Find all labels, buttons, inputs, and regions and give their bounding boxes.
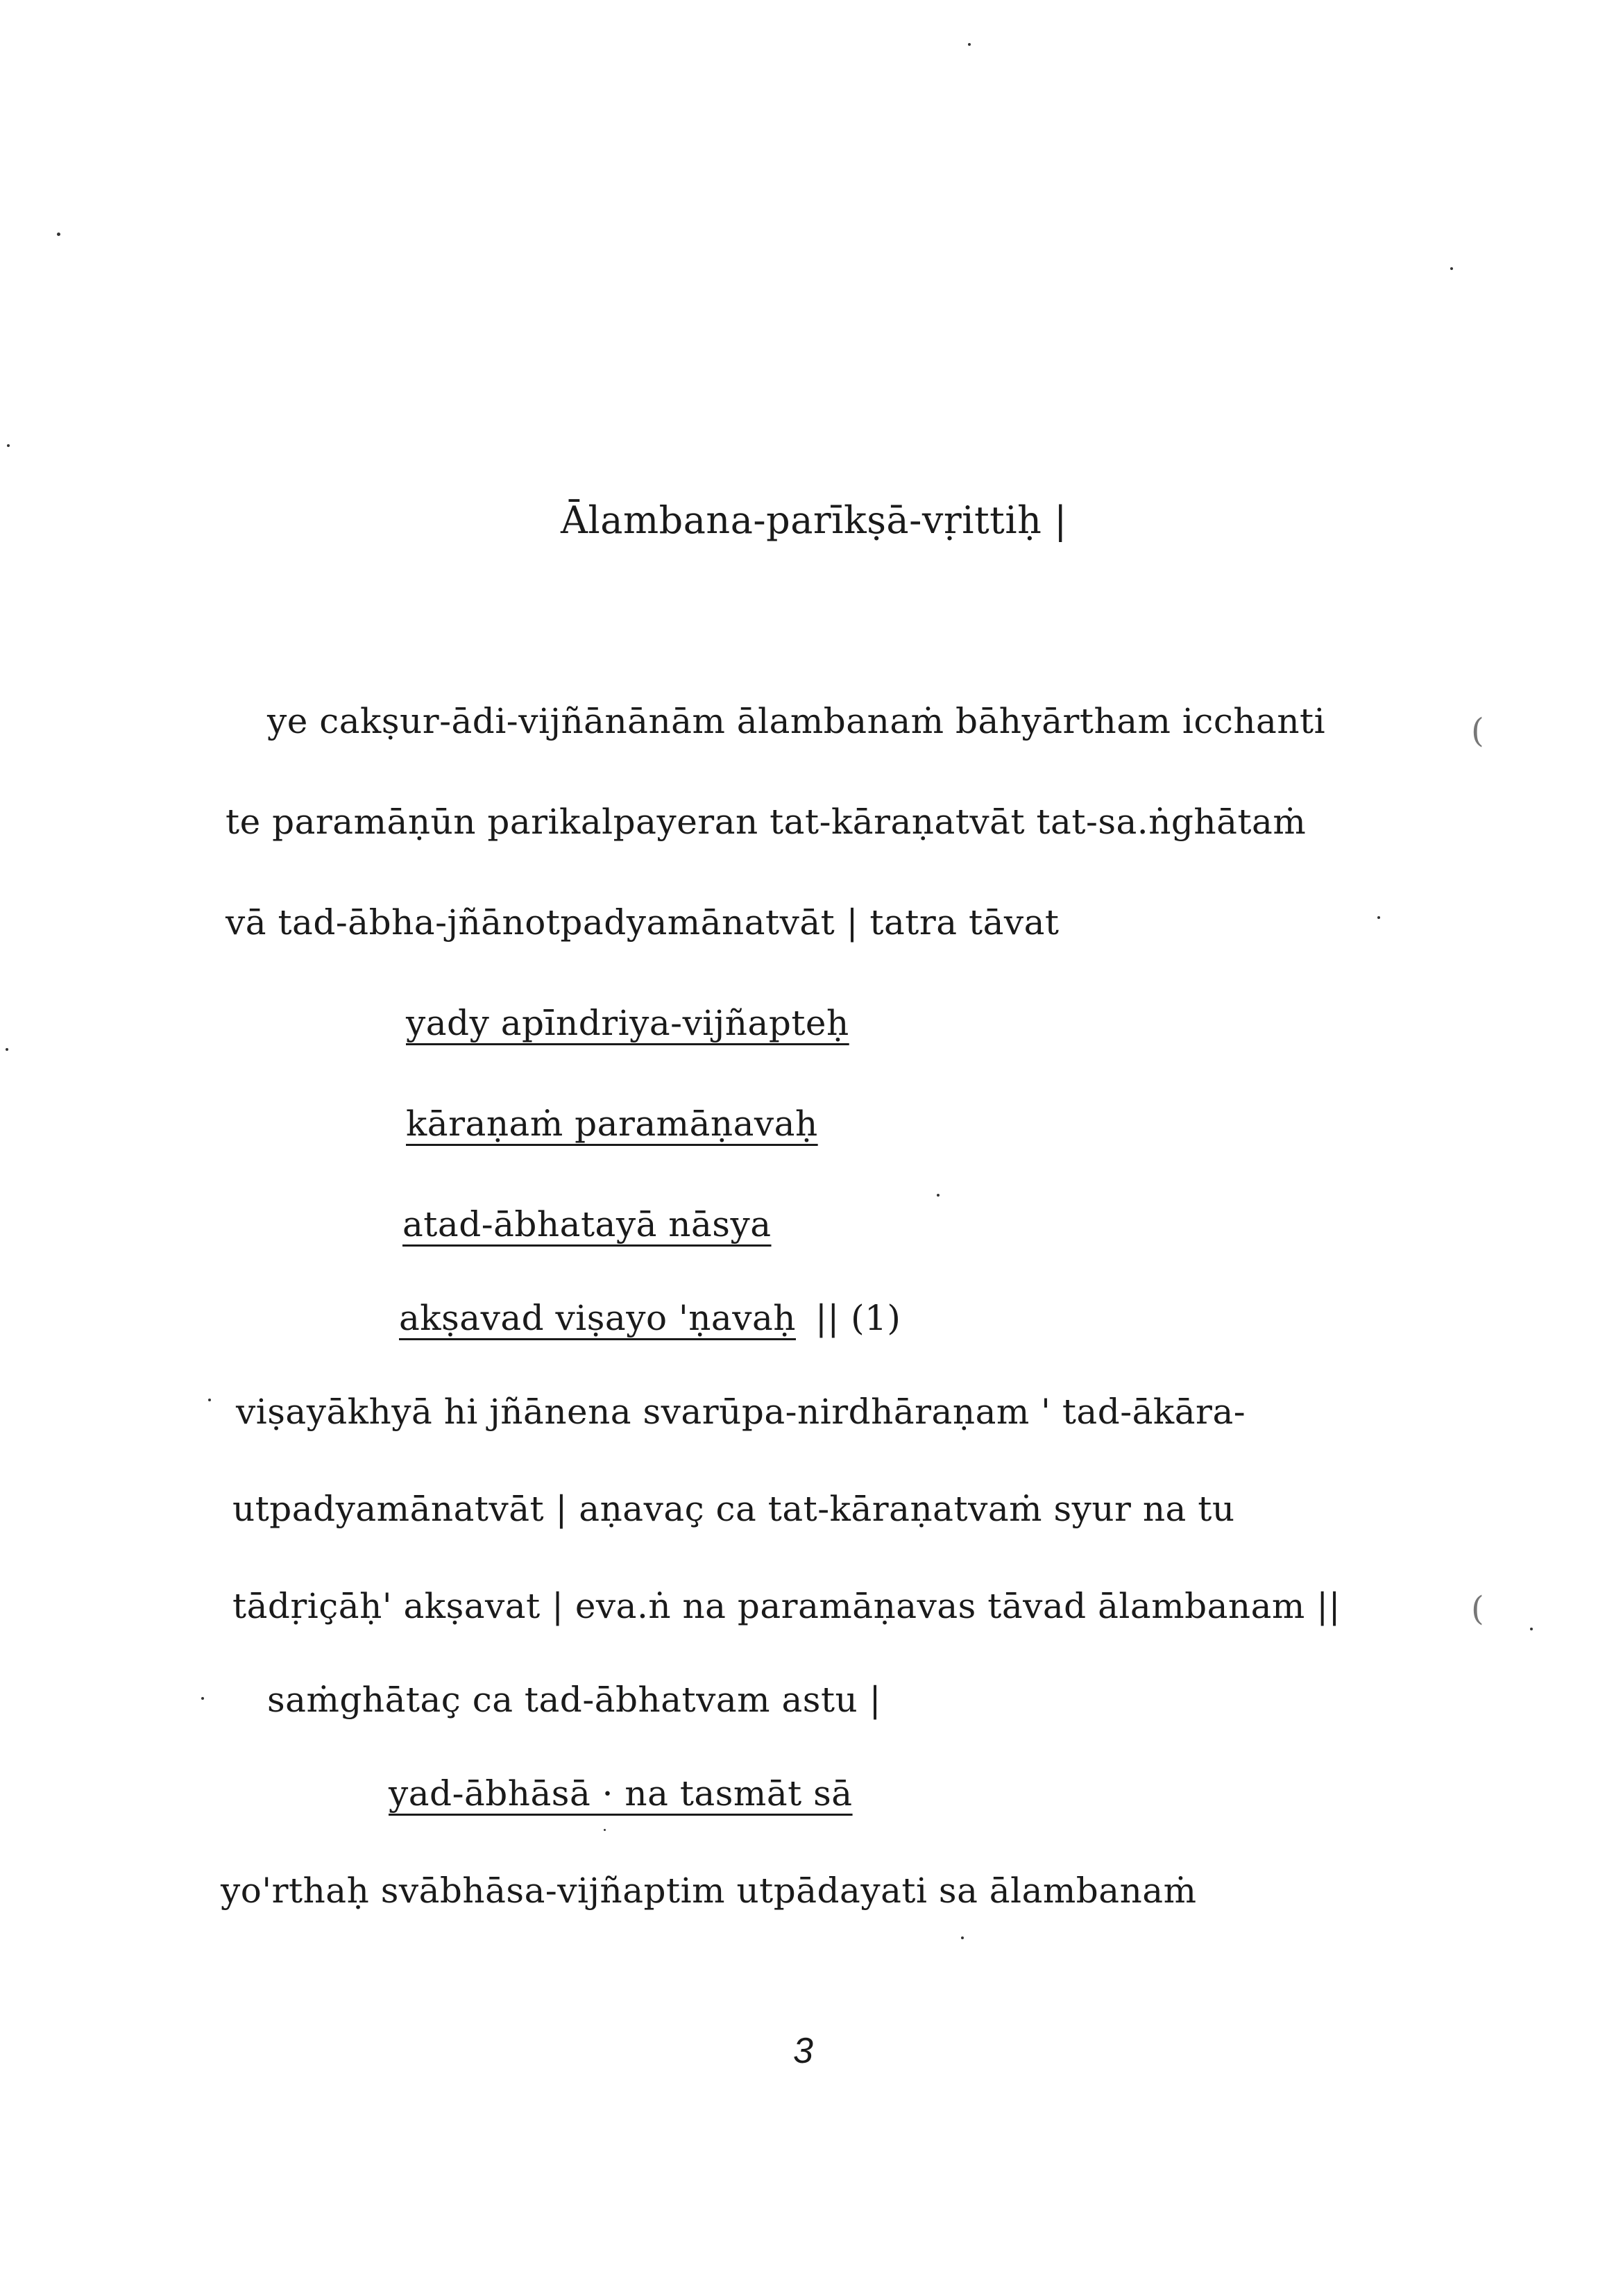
verse-line: atad-ābhatayā nāsya (402, 1204, 772, 1244)
scan-speck (604, 1829, 606, 1831)
scan-speck (968, 43, 971, 46)
verse-number: || (1) (815, 1298, 901, 1338)
scan-speck (208, 1399, 211, 1401)
prose-line: utpadyamānatvāt | aṇavaç ca tat-kāraṇatvaṁ syur na tu (232, 1489, 1235, 1529)
verse-line: yad-ābhāsā · na tasmāt sā (389, 1773, 853, 1814)
prose-line: ye cakṣur-ādi-vijñānānām ālambanaṁ bāhyārtham icchanti (267, 701, 1326, 741)
scan-speck (57, 233, 60, 236)
scan-speck (201, 1697, 204, 1700)
prose-line: vā tad-ābha-jñānotpadyamānatvāt | tatra tāvat (226, 902, 1060, 943)
scan-speck (1450, 267, 1453, 270)
scan-speck (961, 1936, 964, 1939)
page-title: Ālambana-parīkṣā-vṛittiḥ | (561, 498, 1067, 542)
scan-speck (1530, 1628, 1533, 1630)
verse-line: akṣavad viṣayo 'ṇavaḥ (399, 1298, 796, 1338)
prose-line: yo'rthaḥ svābhāsa-vijñaptim utpādayati sa ālambanaṁ (221, 1871, 1197, 1911)
prose-line: saṁghātaç ca tad-ābhatvam astu | (267, 1680, 881, 1720)
scan-speck (1377, 916, 1380, 919)
page-number: 3 (793, 2031, 813, 2071)
verse-line: kāraṇaṁ paramāṇavaḥ (406, 1104, 818, 1144)
scan-speck (7, 444, 10, 447)
scan-speck (6, 1048, 8, 1051)
verse-line: yady apīndriya-vijñapteḥ (406, 1003, 849, 1043)
margin-mark: ( (1471, 1589, 1484, 1628)
prose-line: tādṛiçāḥ' akṣavat | eva.ṅ na paramāṇavas tāvad ālambanam || (232, 1586, 1341, 1626)
scan-speck (937, 1194, 940, 1197)
prose-line: te paramāṇūn parikalpayeran tat-kāraṇatvāt tat-sa.ṅghātaṁ (226, 802, 1307, 842)
margin-mark: ( (1471, 711, 1484, 750)
prose-line: viṣayākhyā hi jñānena svarūpa-nirdhāraṇam ' tad-ākāra- (236, 1392, 1246, 1432)
